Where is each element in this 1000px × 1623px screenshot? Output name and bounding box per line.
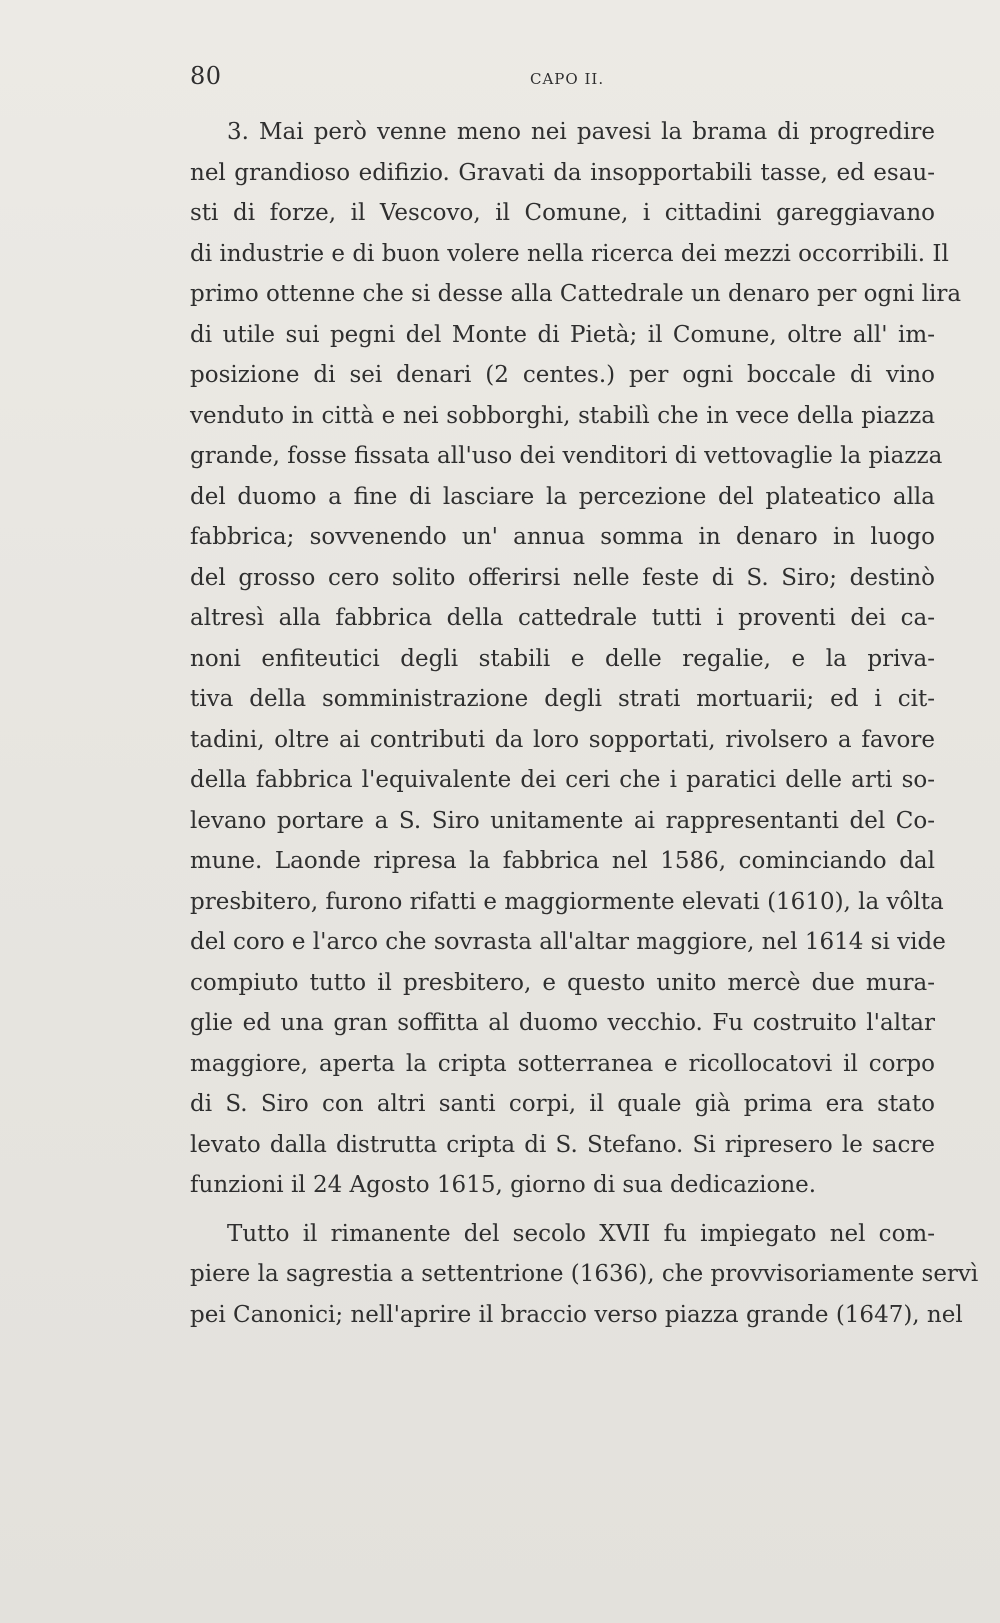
text-line: 3. Mai però venne meno nei pavesi la brama di progredire [227,119,935,145]
text-line: del coro e l'arco che sovrasta all'altar maggiore, nel 1614 si vide [190,929,946,955]
body-text [190,112,979,1335]
text-line: del grosso cero solito offerirsi nelle feste di S. Siro; destinò [190,564,935,591]
text-line: noni enfiteutici degli stabili e delle regalie, e la priva- [190,645,935,672]
text-line: primo ottenne che si desse alla Cattedrale un denaro per ogni lira [190,281,962,307]
text-line: della fabbrica l'equivalente dei ceri che i paratici delle arti so- [190,767,935,793]
text-line: mune. Laonde ripresa la fabbrica nel 1586, cominciando dal [190,848,935,874]
text-line: compiuto tutto il presbitero, e questo unito mercè due mura- [190,969,935,996]
text-line: tiva della somministrazione degli strati mortuarii; ed i cit- [190,686,935,712]
text-line: del duomo a fine di lasciare la percezione del plateatico alla [190,483,935,510]
text-line: di utile sui pegni del Monte di Pietà; il Comune, oltre all' im- [190,321,935,348]
text-line: posizione di sei denari (2 centes.) per ogni boccale di vino [190,362,935,388]
text-line: nel grandioso edifizio. Gravati da insopportabili tasse, ed esau- [190,159,935,186]
page-header [190,62,940,102]
text-line: funzioni il 24 Agosto 1615, giorno di sua dedicazione. [190,1172,817,1198]
running-head: CAPO II. [530,70,605,88]
text-line: tadini, oltre ai contributi da loro sopportati, rivolsero a favore [190,726,935,753]
paragraph-1 [190,112,962,1206]
text-line: di S. Siro con altri santi corpi, il quale già prima era stato [190,1091,935,1117]
paragraph-gap [190,1206,935,1214]
page-number: 80 [190,62,222,90]
text-line: di industrie e di buon volere nella ricerca dei mezzi occorribili. Il [190,240,949,267]
text-line: fabbrica; sovvenendo un' annua somma in denaro in luogo [190,524,935,550]
text-line: glie ed una gran soffitta al duomo vecchio. Fu costruito l'altar [190,1010,935,1036]
text-line: levano portare a S. Siro unitamente ai rappresentanti del Co- [190,807,935,834]
text-line: presbitero, furono rifatti e maggiormente elevati (1610), la vôlta [190,888,944,915]
text-line: pei Canonici; nell'aprire il braccio verso piazza grande (1647), nel [190,1301,963,1328]
text-line: grande, fosse fissata all'uso dei venditori di vettovaglie la piazza [190,443,943,469]
text-line: maggiore, aperta la cripta sotterranea e ricollocatovi il corpo [190,1050,935,1077]
text-line: venduto in città e nei sobborghi, stabilì che in vece della piazza [190,402,935,429]
text-line: piere la sagrestia a settentrione (1636), che provvisoriamente servì [190,1261,979,1287]
paragraph-2 [190,1214,979,1336]
text-line: altresì alla fabbrica della cattedrale tutti i proventi dei ca- [190,605,935,631]
text-line: levato dalla distrutta cripta di S. Stefano. Si ripresero le sacre [190,1131,935,1158]
text-line: sti di forze, il Vescovo, il Comune, i cittadini gareggiavano [190,200,935,226]
text-line: Tutto il rimanente del secolo XVII fu impiegato nel com- [227,1220,935,1247]
